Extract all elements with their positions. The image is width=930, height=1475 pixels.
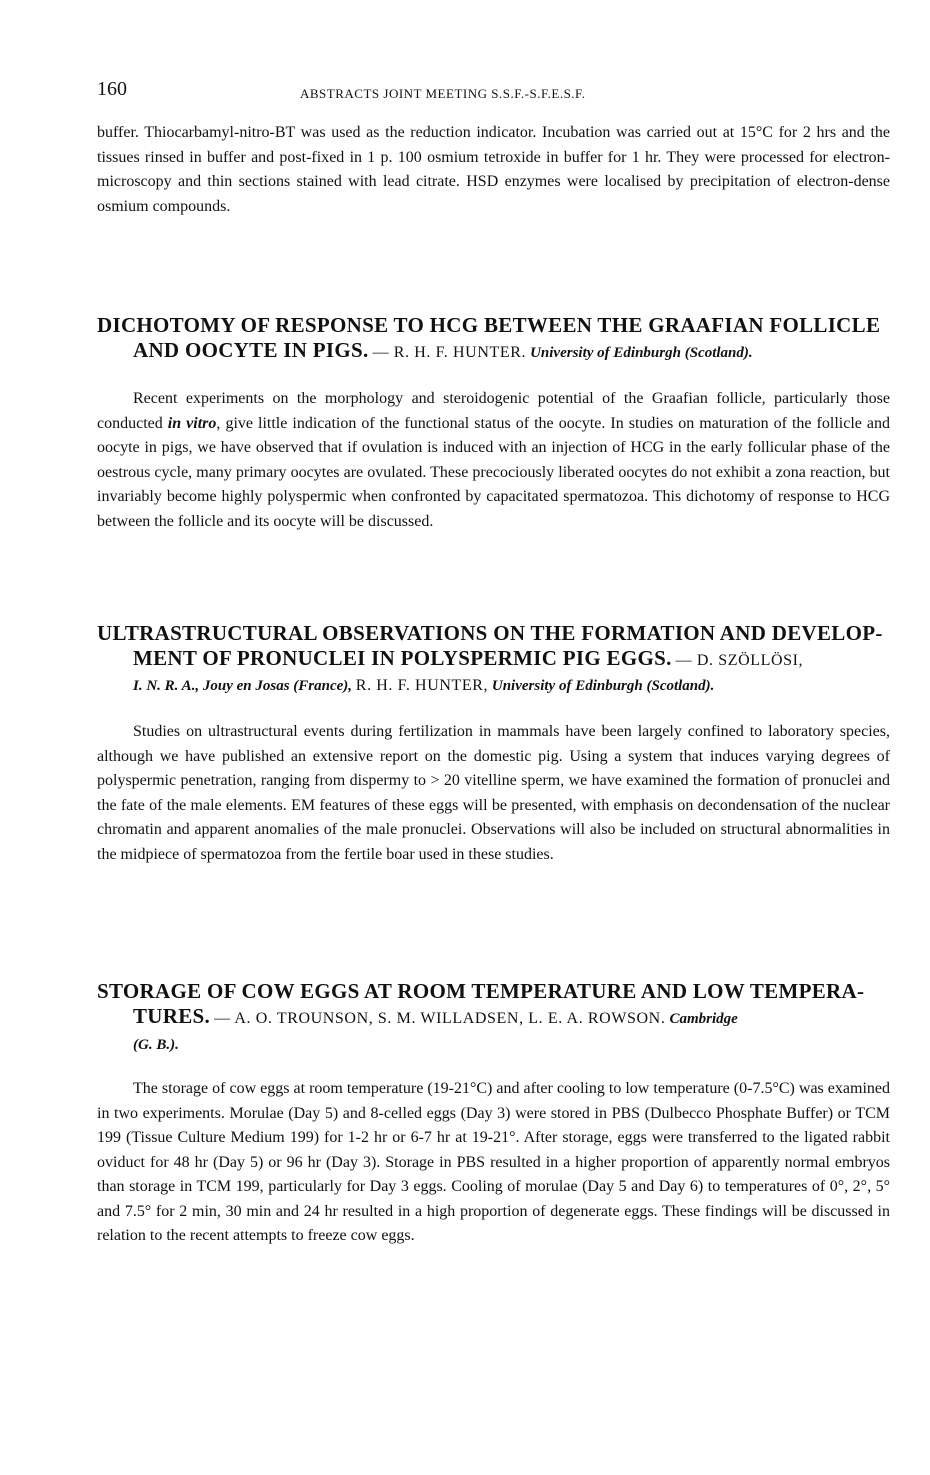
abstract-2-heading bbox=[97, 621, 892, 699]
abstract-1-body-part1: Recent experiments on the morphology and steroidogenic potential of the Graafian follicle, particularly those conducted bbox=[97, 390, 890, 432]
abstract-3-affiliation: Cambridge bbox=[669, 1011, 738, 1027]
abstract-3-authors: — A. O. TROUNSON, S. M. WILLADSEN, L. E. A. ROWSON. bbox=[214, 1010, 666, 1027]
abstract-2-affiliation: I. N. R. A., Jouy en Josas (France), bbox=[133, 678, 353, 694]
abstract-1-body-part2: , give little indication of the functional status of the oocyte. In studies on maturation of the follicle and oocyte in pigs, we have observed that if ovulation is induced with an injection of HCG in the early follicular phase of the oestrous cycle, many primary oocytes are ovulated. These precociously liberated oocytes do not exhibit a zona reaction, but invariably become highly polyspermic when confronted by capacitated spermatozoa. This dichotomy of response to HCG between the follicle and its oocyte will be discussed. bbox=[97, 414, 891, 530]
abstract-2-title-line2: MENT OF PRONUCLEI IN POLYSPERMIC PIG EGGS. bbox=[133, 646, 672, 670]
abstract-2-authors: — D. SZÖLLÖSI, bbox=[675, 652, 804, 669]
abstract-2-title-line1: ULTRASTRUCTURAL OBSERVATIONS ON THE FORMATION AND DEVELOP- bbox=[97, 621, 883, 645]
abstract-1-title-line1: DICHOTOMY OF RESPONSE TO HCG BETWEEN THE GRAAFIAN FOLLICLE bbox=[97, 313, 881, 337]
continuation-paragraph: buffer. Thiocarbamyl-nitro-BT was used as the reduction indicator. Incubation was carried out at 15°C for 2 hrs and the tissues rinsed in buffer and post-fixed in 1 p. 100 osmium tetroxide in buffer for 1 hr. They were processed for electron-microscopy and thin sections stained with lead citrate. HSD enzymes were localised by precipitation of electron-dense osmium compounds. bbox=[97, 124, 890, 215]
abstract-1-authors: — R. H. F. HUNTER. bbox=[372, 344, 527, 361]
abstract-2-body: Studies on ultrastructural events during fertilization in mammals have been largely confined to laboratory species, although we have published an extensive report on the domestic pig. Using a system that induces varying degrees of polyspermic penetration, ranging from dispermy to > 20 vitelline sperm, we have examined the formation of pronuclei and the fate of the male elements. EM features of these eggs will be presented, with emphasis on decondensation of the nuclear chromatin and apparent anomalies of the male pronuclei. Observations will also be included on structural abnormalities in the midpiece of spermatozoa from the fertile boar used in these studies. bbox=[97, 723, 890, 863]
abstract-3-title-line2: TURES. bbox=[133, 1004, 211, 1028]
abstract-2-authors2: R. H. F. HUNTER, bbox=[355, 677, 489, 694]
abstract-2-affiliation2: University of Edinburgh (Scotland). bbox=[491, 678, 715, 694]
abstract-1-affiliation: University of Edinburgh (Scotland). bbox=[530, 345, 753, 361]
abstract-3-title-line1: STORAGE OF COW EGGS AT ROOM TEMPERATURE AND LOW TEMPERA- bbox=[97, 979, 865, 1003]
page-number: 160 bbox=[97, 78, 127, 100]
abstract-1-body-italic: in vitro bbox=[167, 414, 217, 432]
running-head: ABSTRACTS JOINT MEETING S.S.F.-S.F.E.S.F. bbox=[300, 86, 586, 101]
abstract-3-affiliation-country: (G. B.). bbox=[133, 1037, 179, 1053]
abstract-3-body: The storage of cow eggs at room temperature (19-21°C) and after cooling to low temperature (0-7.5°C) was examined in two experiments. Morulae (Day 5) and 8-celled eggs (Day 3) were stored in PBS (Dulbecco Phosphate Buffer) or TCM 199 (Tissue Culture Medium 199) for 1-2 hr or 6-7 hr at 19-21°. After storage, eggs were transferred to the ligated rabbit oviduct for 48 hr (Day 5) or 96 hr (Day 3). Storage in PBS resulted in a higher proportion of apparently normal embryos than storage in TCM 199, particularly for Day 3 eggs. Cooling of morulae (Day 5 and Day 6) to temperatures of 0°, 2°, 5° and 7.5° for 2 min, 30 min and 24 hr resulted in a high proportion of degenerate eggs. These findings will be discussed in relation to the recent attempts to freeze cow eggs. bbox=[97, 1080, 890, 1244]
abstract-3-heading bbox=[97, 979, 892, 1058]
abstract-1-heading bbox=[97, 313, 892, 366]
abstract-1-body bbox=[97, 387, 890, 534]
abstract-1-title-line2: AND OOCYTE IN PIGS. bbox=[133, 338, 369, 362]
